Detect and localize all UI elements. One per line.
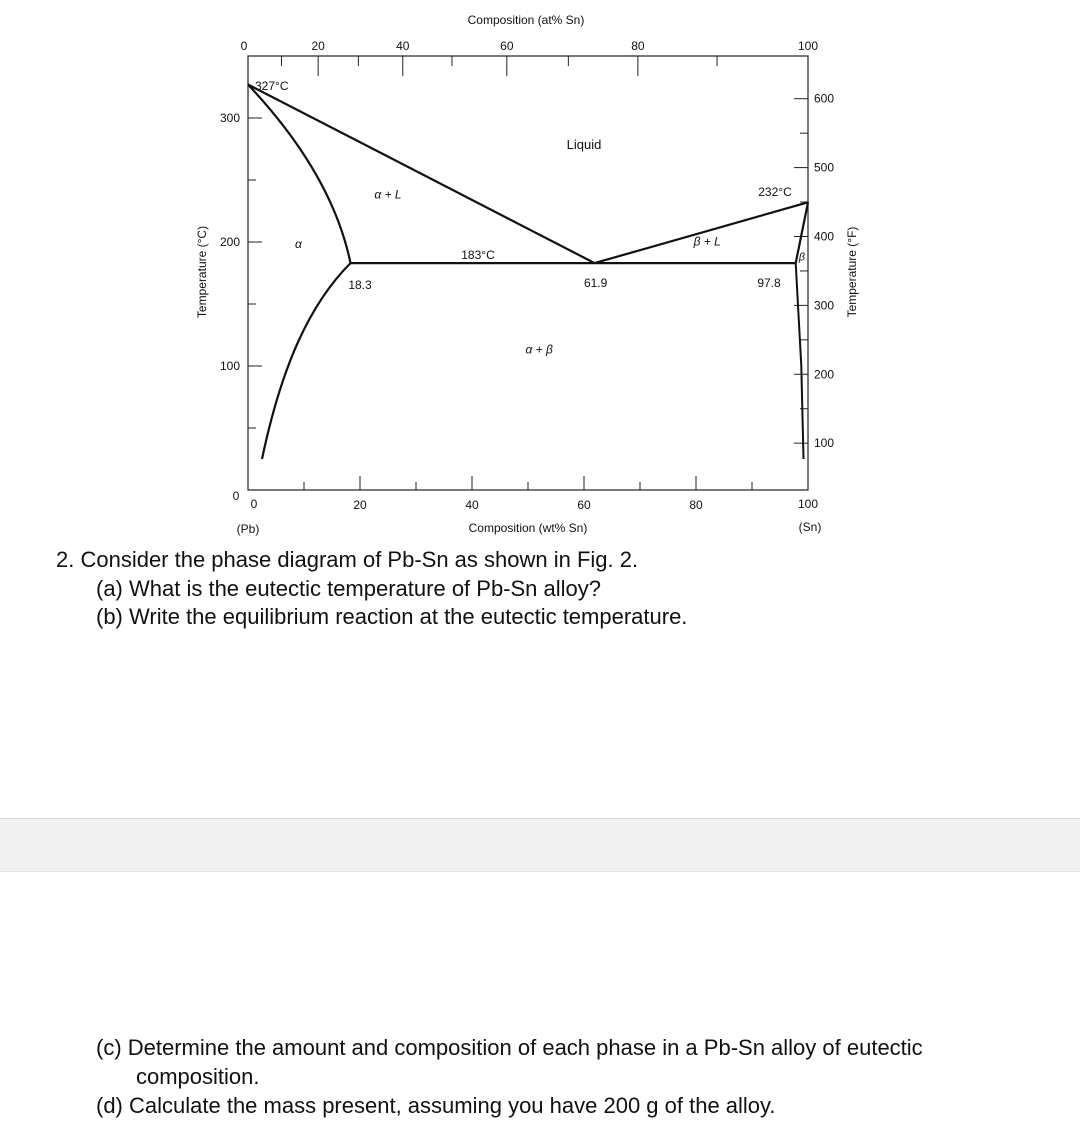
y-c-tick-label: 300 [219,111,240,125]
solvus-beta [796,263,804,459]
question-2-intro: 2. Consider the phase diagram of Pb-Sn as shown in Fig. 2. [56,547,639,572]
phase-diagram [0,0,1080,545]
x-at-tick-label: 40 [396,39,410,53]
x-at-tick-label: 20 [311,39,325,53]
y-c-tick-label-zero: 0 [232,489,240,503]
x-wt-tick-label-start: 0 [250,497,258,511]
y-f-tick-label: 500 [814,160,835,175]
region-label-beta-plus-liquid: β + L [693,234,721,249]
x-wt-tick-label: 20 [353,498,367,512]
liquidus-right [595,202,808,263]
eutectic-temperature-label: 183°C [461,248,495,262]
top-axis-title: Composition (at% Sn) [467,13,585,27]
question-2a: (a) What is the eutectic temperature of Pb-Sn alloy? [96,576,602,601]
x-at-tick-label: 60 [500,39,514,53]
region-label-alpha: α [294,237,302,252]
right-axis-title: Temperature (°F) [845,226,859,318]
y-f-tick-label: 400 [814,229,835,244]
bottom-axis-title: Composition (wt% Sn) [468,521,588,535]
sn-melting-label: 232°C [758,185,792,199]
region-label-alpha-plus-liquid: α + L [374,187,402,202]
x-at-tick-label: 80 [631,39,645,53]
y-f-tick-label: 300 [814,298,835,313]
question-2c-continued: composition. [136,1064,260,1089]
x-wt-tick-label: 40 [465,498,479,512]
y-f-tick-label: 100 [814,436,835,451]
eutectic-composition-label: 61.9 [583,276,608,290]
x-at-tick-label: 0 [240,39,248,53]
region-label-liquid: Liquid [566,137,602,152]
region-label-alpha-plus-beta: α + β [525,342,553,357]
pb-end-label: (Pb) [236,522,260,536]
y-f-tick-label: 600 [814,91,835,106]
beta-max-solubility-label: 97.8 [757,276,781,290]
page-divider [0,818,1080,872]
x-wt-tick-label: 80 [689,498,703,512]
y-f-tick-label: 200 [814,367,835,382]
y-c-tick-label: 200 [219,235,240,249]
sn-end-label: (Sn) [798,520,822,534]
x-at-tick-label: 100 [797,39,819,53]
pb-melting-label: 327°C [255,79,289,93]
plot-frame [248,56,808,490]
question-2b: (b) Write the equilibrium reaction at the eutectic temperature. [96,604,688,629]
region-label-beta: β [798,251,805,264]
left-axis-title: Temperature (°C) [195,225,209,319]
x-wt-tick-label: 60 [577,498,591,512]
question-2c: (c) Determine the amount and composition of each phase in a Pb-Sn alloy of eutectic [96,1035,923,1060]
alpha-max-solubility-label: 18.3 [348,278,372,292]
question-2d: (d) Calculate the mass present, assuming you have 200 g of the alloy. [96,1093,776,1118]
solvus-alpha [262,263,351,459]
y-c-tick-label: 100 [219,359,240,373]
x-wt-tick-label-end: 100 [797,497,819,511]
